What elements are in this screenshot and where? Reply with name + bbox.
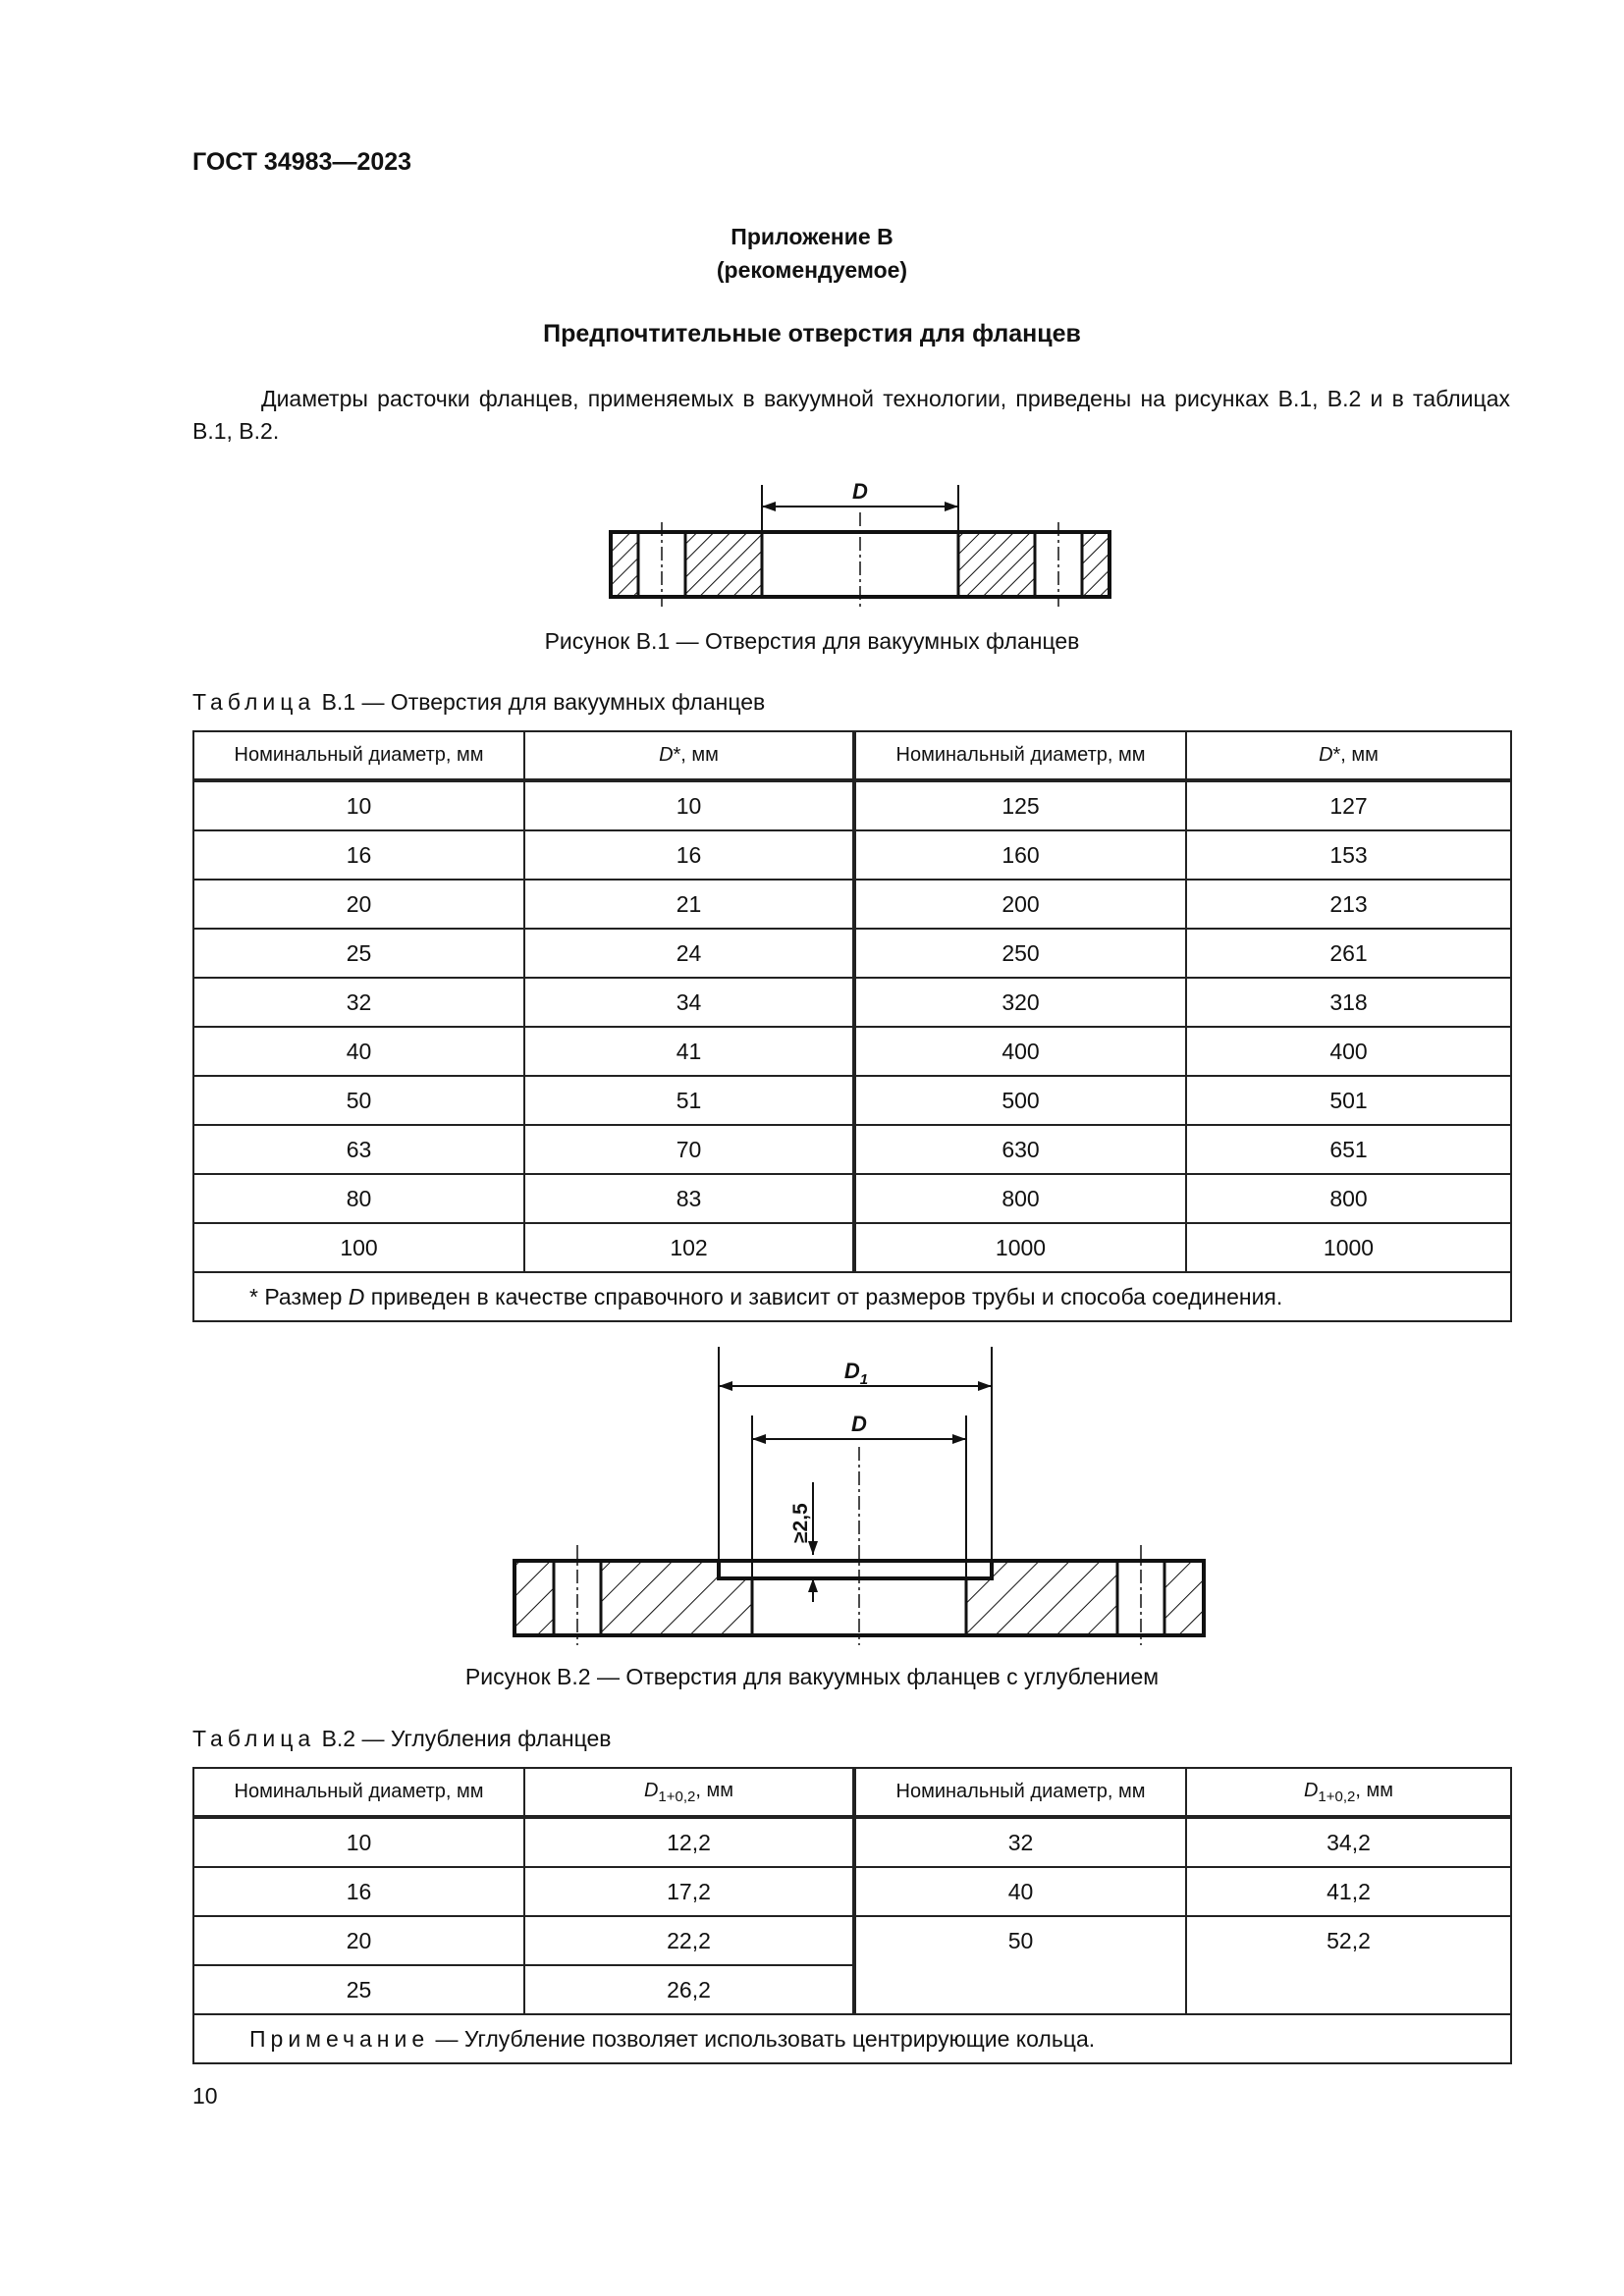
table-cell: 16: [193, 830, 524, 880]
table-cell: 651: [1186, 1125, 1511, 1174]
table-header-cell: Номинальный диаметр, мм: [854, 731, 1186, 780]
footnote-post: приведен в качестве справочного и зависит от размеров трубы и способа соединения.: [364, 1283, 1283, 1309]
table-header-cell: [524, 731, 854, 780]
header-unit: , мм: [1355, 1779, 1394, 1801]
intro-paragraph: Диаметры расточки фланцев, применяемых в вакуумной технологии, приведены на рисунках В.1, В.2 и в таблицах В.1, В.2.: [192, 386, 1510, 444]
table-cell: 102: [524, 1223, 854, 1272]
header-symbol: D: [1303, 1779, 1319, 1801]
figure-1-caption: Рисунок В.1 — Отверстия для вакуумных фланцев: [544, 628, 1080, 654]
table-footnote: [193, 1272, 1511, 1321]
table-cell: 24: [524, 929, 854, 978]
table-cell: 20: [193, 880, 524, 929]
table-cell: 50: [854, 1916, 1186, 2014]
table-cell: 153: [1186, 830, 1511, 880]
table-row: [193, 1817, 1511, 1867]
table-2: [192, 1767, 1512, 2064]
table-note: [193, 2014, 1511, 2063]
table-header-cell: [524, 1768, 854, 1817]
table-cell: 52,2: [1186, 1916, 1511, 2014]
table-cell: 800: [1186, 1174, 1511, 1223]
table-cell: 800: [854, 1174, 1186, 1223]
table-row: [193, 1076, 1511, 1125]
table-1: [192, 730, 1512, 1322]
table-cell: 63: [193, 1125, 524, 1174]
table-cell: 34,2: [1186, 1817, 1511, 1867]
figure-1-flange-drawing: [589, 473, 1119, 607]
table-cell: 25: [193, 929, 524, 978]
fig1-dim-label: D: [852, 479, 868, 504]
table-cell: 10: [524, 780, 854, 830]
table-header-cell: Номинальный диаметр, мм: [193, 731, 524, 780]
table-header-row: [193, 731, 1511, 780]
appendix-title: Приложение В: [731, 224, 893, 249]
fig2-d-label: D: [851, 1412, 867, 1436]
table-cell: 40: [854, 1867, 1186, 1916]
table-1-caption-prefix: Таблица: [192, 689, 316, 715]
table-cell: 32: [193, 978, 524, 1027]
note-prefix: Примечание: [249, 2025, 430, 2052]
table-row: [193, 1916, 1511, 1965]
header-unit: *, мм: [1332, 744, 1379, 766]
table-row: [193, 929, 1511, 978]
header-subscript: 1+0,2: [658, 1788, 696, 1805]
appendix-status: (рекомендуемое): [716, 257, 908, 283]
table-row: [193, 978, 1511, 1027]
table-cell: 500: [854, 1076, 1186, 1125]
footnote-pre: * Размер: [249, 1283, 349, 1309]
table-row: [193, 780, 1511, 830]
table-cell: 160: [854, 830, 1186, 880]
table-footnote-row: [193, 1272, 1511, 1321]
table-cell: 34: [524, 978, 854, 1027]
table-cell: 16: [524, 830, 854, 880]
table-cell: 125: [854, 780, 1186, 830]
note-text: — Углубление позволяет использовать центрирующие кольца.: [429, 2025, 1096, 2052]
table-row: [193, 880, 1511, 929]
table-row: [193, 1867, 1511, 1916]
table-cell: 261: [1186, 929, 1511, 978]
table-cell: 80: [193, 1174, 524, 1223]
fig2-depth-label: ≥2,5: [789, 1503, 812, 1543]
table-cell: 213: [1186, 880, 1511, 929]
table-cell: 16: [193, 1867, 524, 1916]
table-cell: 400: [1186, 1027, 1511, 1076]
table-row: [193, 1027, 1511, 1076]
table-cell: 17,2: [524, 1867, 854, 1916]
table-cell: 83: [524, 1174, 854, 1223]
footnote-symbol: D: [348, 1283, 365, 1309]
table-cell: 20: [193, 1916, 524, 1965]
table-cell: 26,2: [524, 1965, 854, 2014]
table-2-caption-prefix: Таблица: [192, 1726, 316, 1751]
table-cell: 630: [854, 1125, 1186, 1174]
page-number: 10: [192, 2083, 218, 2109]
table-cell: 200: [854, 880, 1186, 929]
header-unit: *, мм: [673, 744, 719, 766]
fig2-d1-label: $D_1$: [843, 1359, 869, 1388]
table-cell: 501: [1186, 1076, 1511, 1125]
header-symbol: D: [643, 1779, 659, 1801]
table-cell: 10: [193, 1817, 524, 1867]
table-row: [193, 1223, 1511, 1272]
table-cell: 41,2: [1186, 1867, 1511, 1916]
table-1-caption-text: В.1 — Отверстия для вакуумных фланцев: [321, 689, 766, 715]
table-cell: 50: [193, 1076, 524, 1125]
table-row: [193, 830, 1511, 880]
header-subscript: 1+0,2: [1318, 1788, 1356, 1805]
table-cell: 250: [854, 929, 1186, 978]
table-header-row: [193, 1768, 1511, 1817]
table-row: [193, 1174, 1511, 1223]
table-1-caption: [192, 689, 765, 716]
table-header-cell: Номинальный диаметр, мм: [193, 1768, 524, 1817]
table-2-caption: [192, 1726, 612, 1752]
table-note-row: [193, 2014, 1511, 2063]
table-header-cell: Номинальный диаметр, мм: [854, 1768, 1186, 1817]
table-cell: 1000: [854, 1223, 1186, 1272]
table-cell: 32: [854, 1817, 1186, 1867]
figure-2-recessed-flange-drawing: [501, 1335, 1218, 1645]
table-cell: 25: [193, 1965, 524, 2014]
document-code: ГОСТ 34983—2023: [192, 148, 412, 176]
header-symbol: D: [659, 744, 674, 766]
header-symbol: D: [1319, 744, 1333, 766]
table-cell: 400: [854, 1027, 1186, 1076]
table-cell: 10: [193, 780, 524, 830]
table-cell: 127: [1186, 780, 1511, 830]
table-cell: 12,2: [524, 1817, 854, 1867]
table-header-cell: [1186, 1768, 1511, 1817]
table-cell: 70: [524, 1125, 854, 1174]
table-cell: 51: [524, 1076, 854, 1125]
table-cell: 1000: [1186, 1223, 1511, 1272]
table-cell: 22,2: [524, 1916, 854, 1965]
table-2-caption-text: В.2 — Углубления фланцев: [321, 1726, 612, 1751]
table-header-cell: [1186, 731, 1511, 780]
table-cell: 100: [193, 1223, 524, 1272]
table-cell: 41: [524, 1027, 854, 1076]
table-cell: 318: [1186, 978, 1511, 1027]
table-cell: 320: [854, 978, 1186, 1027]
header-unit: , мм: [695, 1779, 734, 1801]
table-cell: 21: [524, 880, 854, 929]
table-row: [193, 1125, 1511, 1174]
section-title: Предпочтительные отверстия для фланцев: [543, 320, 1081, 347]
table-cell: 40: [193, 1027, 524, 1076]
figure-2-caption: Рисунок В.2 — Отверстия для вакуумных фланцев с углублением: [464, 1664, 1160, 1689]
